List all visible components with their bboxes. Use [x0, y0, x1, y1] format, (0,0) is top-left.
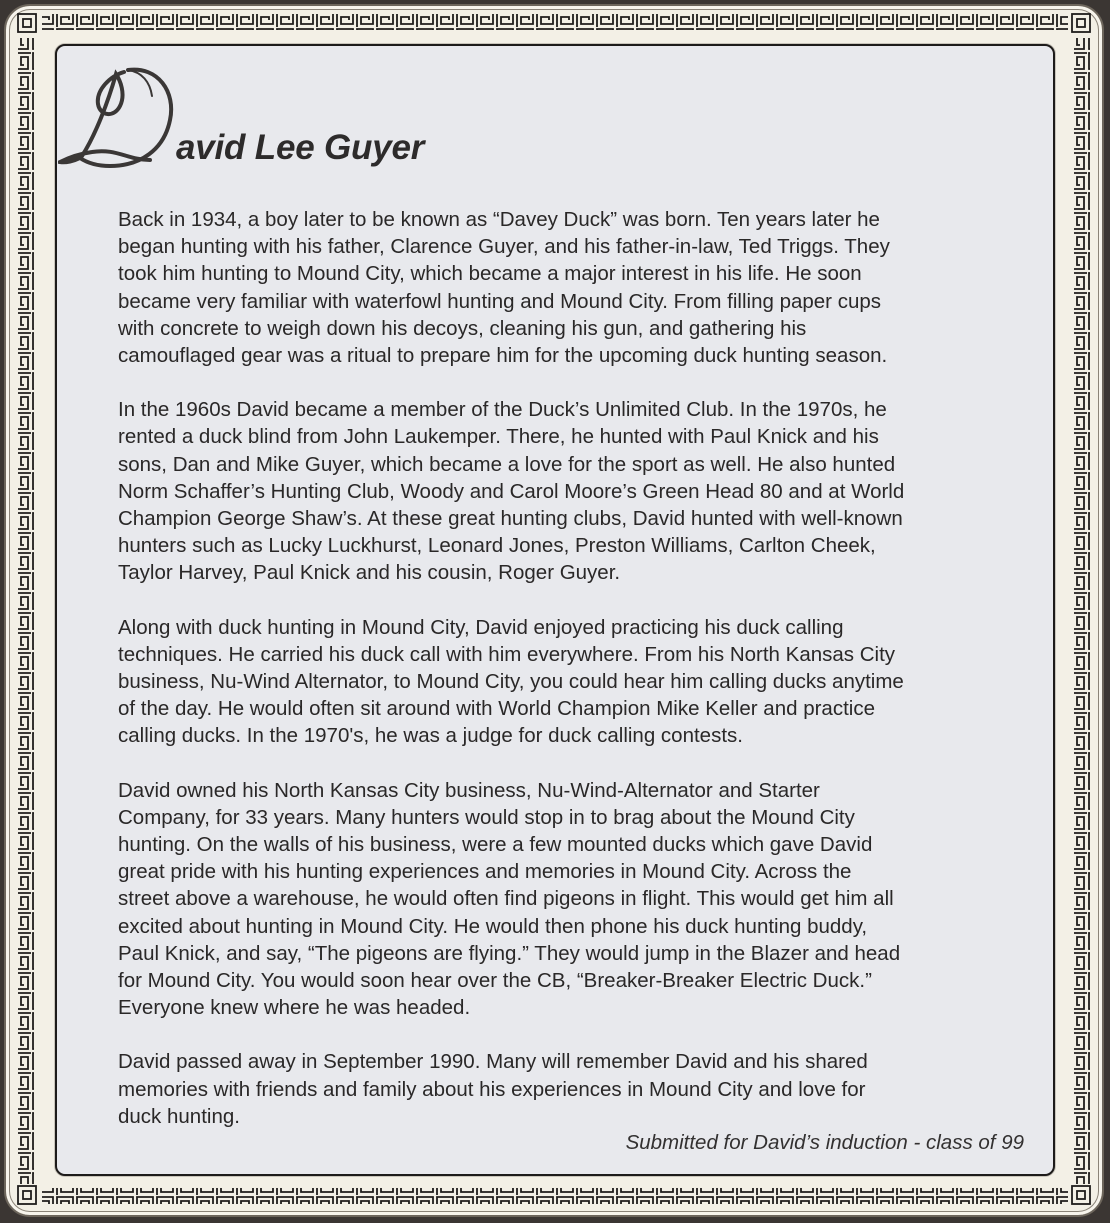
paragraph [118, 777, 1026, 1022]
paragraph-line: of the day. He would often sit around with World Champion Mike Keller and practice [118, 697, 875, 721]
paragraph-line: Taylor Harvey, Paul Knick and his cousin, Roger Guyer. [118, 561, 621, 585]
article-body [118, 206, 1026, 1130]
paragraph [118, 206, 1026, 369]
paragraph-line: Champion George Shaw’s. At these great hunting clubs, David hunted with well-known [118, 507, 903, 531]
paragraph-line: Company, for 33 years. Many hunters would stop in to brag about the Mound City [118, 805, 855, 829]
paragraph-line: Back in 1934, a boy later to be known as “Davey Duck” was born. Ten years later he [118, 208, 880, 231]
paragraph-line: memories with friends and family about his experiences in Mound City and love for [118, 1077, 866, 1101]
paragraph-line: duck hunting. [118, 1104, 240, 1128]
title-text: avid Lee Guyer [176, 128, 425, 167]
paragraph-line: Everyone knew where he was headed. [118, 996, 471, 1020]
paragraph-line: street above a warehouse, he would often find pigeons in flight. This would get him all [118, 887, 894, 911]
paragraph-line: for Mound City. You would soon hear over the CB, “Breaker-Breaker Electric Duck.” [118, 969, 872, 993]
paragraph-line: took him hunting to Mound City, which became a major interest in his life. He soon [118, 262, 862, 286]
paragraph-line: Paul Knick, and say, “The pigeons are flying.” They would jump in the Blazer and head [118, 941, 901, 965]
paragraph-line: Norm Schaffer’s Hunting Club, Woody and Carol Moore’s Green Head 80 and at World [118, 479, 905, 503]
paragraph [118, 396, 1026, 586]
page-title [58, 62, 478, 182]
paragraph-line: calling ducks. In the 1970's, he was a judge for duck calling contests. [118, 724, 743, 748]
paragraph-line: David passed away in September 1990. Many will remember David and his shared [118, 1050, 868, 1074]
paragraph [118, 1048, 1026, 1130]
paragraph-line: In the 1960s David became a member of the Duck’s Unlimited Club. In the 1970s, he [118, 398, 887, 422]
paragraph-line: with concrete to weigh down his decoys, cleaning his gun, and gathering his [118, 316, 807, 340]
paragraph-line: rented a duck blind from John Laukemper. There, he hunted with Paul Knick and his [118, 425, 879, 449]
paragraph-line: sons, Dan and Mike Guyer, which became a love for the sport as well. He also hunted [118, 452, 896, 476]
paragraph-line: camouflaged gear was a ritual to prepare him for the upcoming duck hunting season. [118, 344, 888, 368]
paragraph-line: Along with duck hunting in Mound City, David enjoyed practicing his duck calling [118, 615, 844, 639]
paragraph-line: excited about hunting in Mound City. He would then phone his duck hunting buddy, [118, 914, 868, 938]
submission-note: Submitted for David’s induction - class of 99 [625, 1131, 1024, 1154]
paragraph-line: became very familiar with waterfowl hunting and Mound City. From filling paper cups [118, 289, 882, 313]
paragraph-line: hunters such as Lucky Luckhurst, Leonard Jones, Preston Williams, Carlton Cheek, [118, 534, 876, 558]
paragraph [118, 614, 1026, 750]
paragraph-line: began hunting with his father, Clarence Guyer, and his father-in-law, Ted Triggs. They [118, 235, 890, 259]
paragraph-line: David owned his North Kansas City business, Nu-Wind-Alternator and Starter [118, 778, 820, 802]
paragraph-line: business, Nu-Wind Alternator, to Mound City, you could hear him calling ducks anytime [118, 670, 904, 694]
decorative-initial-d [58, 62, 188, 182]
paragraph-line: great pride with his hunting experiences and memories in Mound City. Across the [118, 860, 852, 884]
paragraph-line: techniques. He carried his duck call with him everywhere. From his North Kansas City [118, 642, 896, 666]
paragraph-line: hunting. On the walls of his business, were a few mounted ducks which gave David [118, 833, 873, 857]
